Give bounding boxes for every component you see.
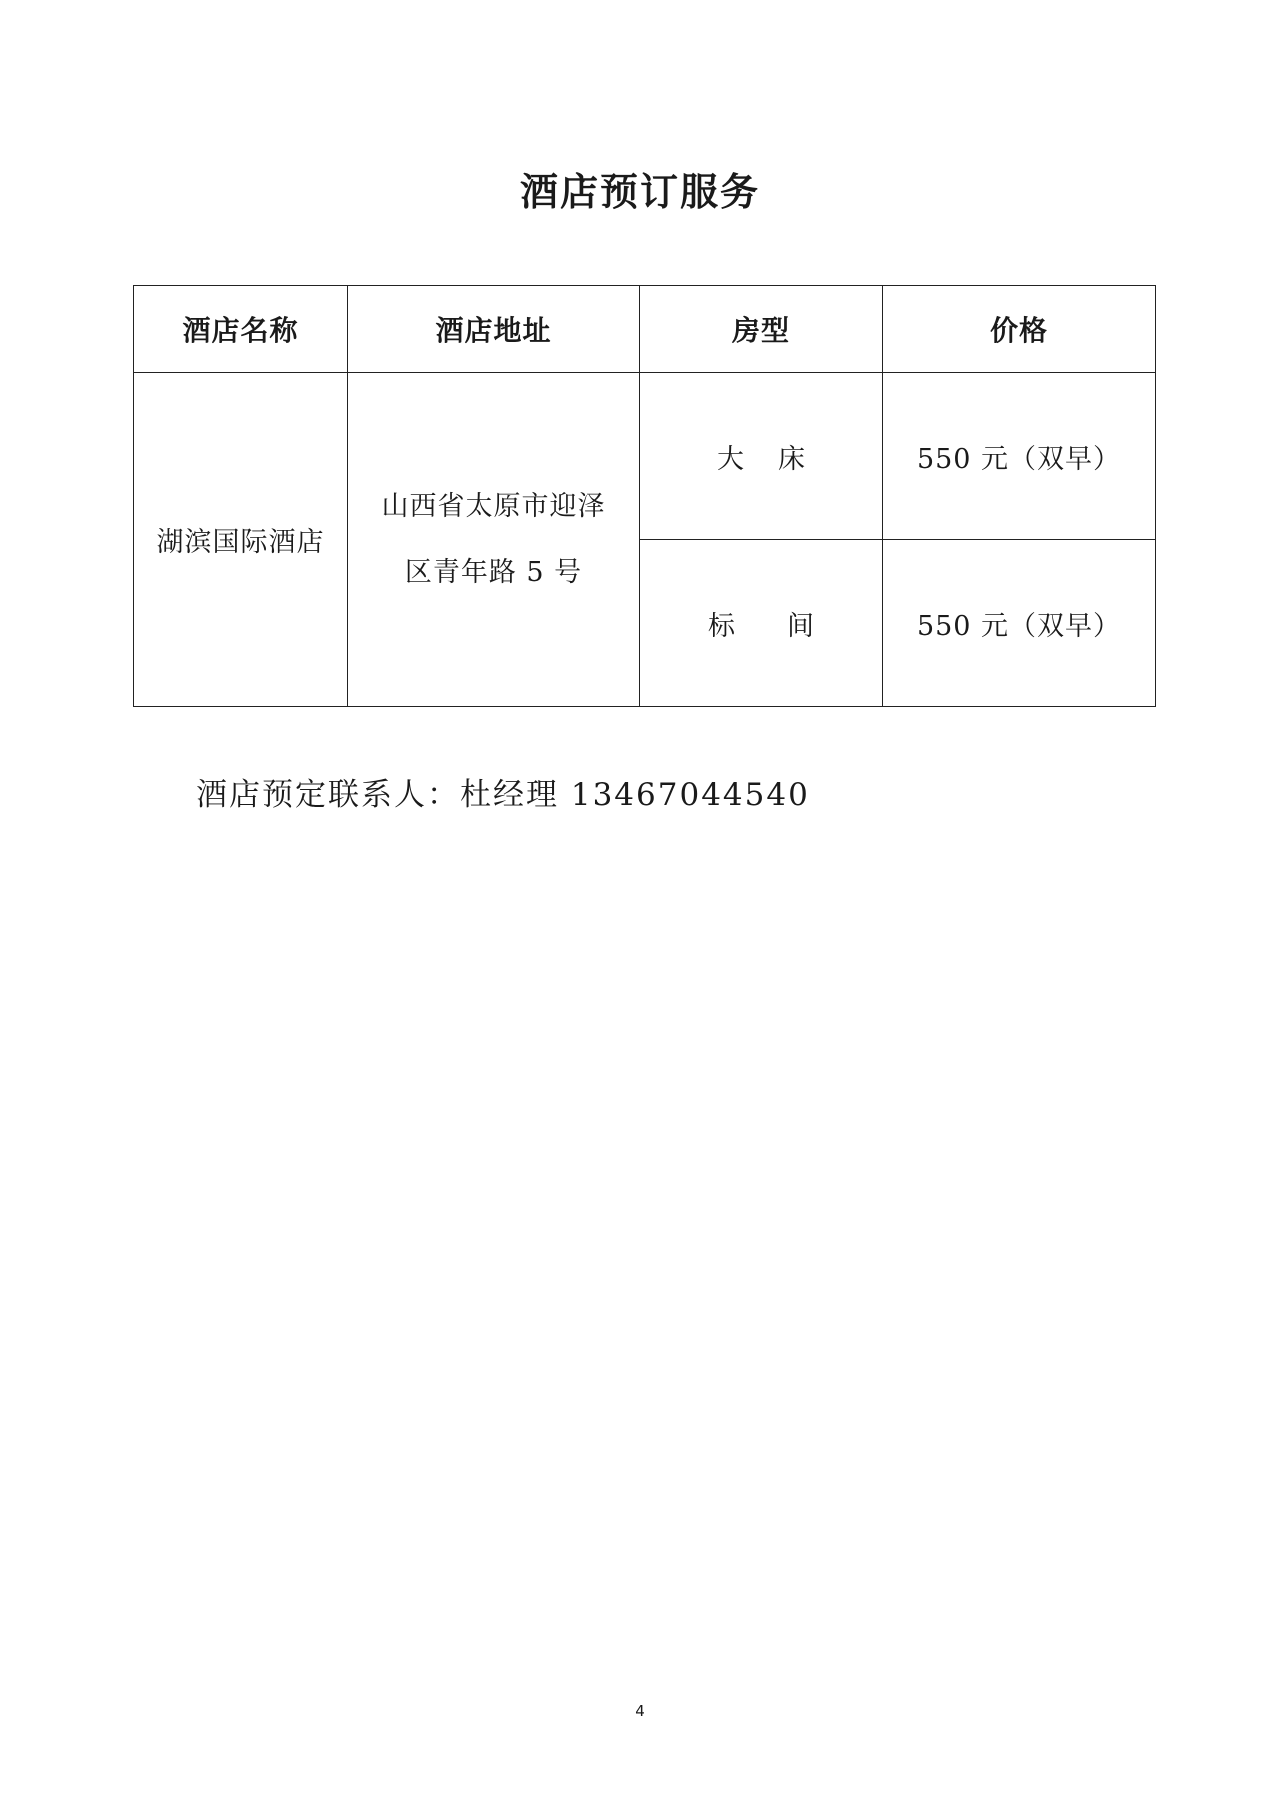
price-cell: 550 元（双早） [883,373,1156,540]
room-type-label: 大床 [717,443,839,475]
table-header-row [134,286,1156,373]
page-number: 4 [635,1702,645,1720]
page-title: 酒店预订服务 [519,170,760,214]
hotel-name-cell: 湖滨国际酒店 [134,373,348,707]
hotel-address-cell [348,373,640,707]
header-room-type: 房型 [640,286,883,373]
room-type-cell [640,373,883,540]
hotel-booking-table [133,285,1156,707]
address-line-1: 山西省太原市迎泽 [381,490,606,522]
room-type-label: 标间 [708,610,866,642]
booking-contact: 酒店预定联系人：杜经理 13467044540 [196,777,810,813]
room-type-cell [640,540,883,707]
price-cell: 550 元（双早） [883,540,1156,707]
address-line-2: 区青年路 5 号 [404,556,583,588]
header-hotel-name: 酒店名称 [134,286,348,373]
table-row [134,373,1156,540]
header-hotel-address: 酒店地址 [348,286,640,373]
header-price: 价格 [883,286,1156,373]
